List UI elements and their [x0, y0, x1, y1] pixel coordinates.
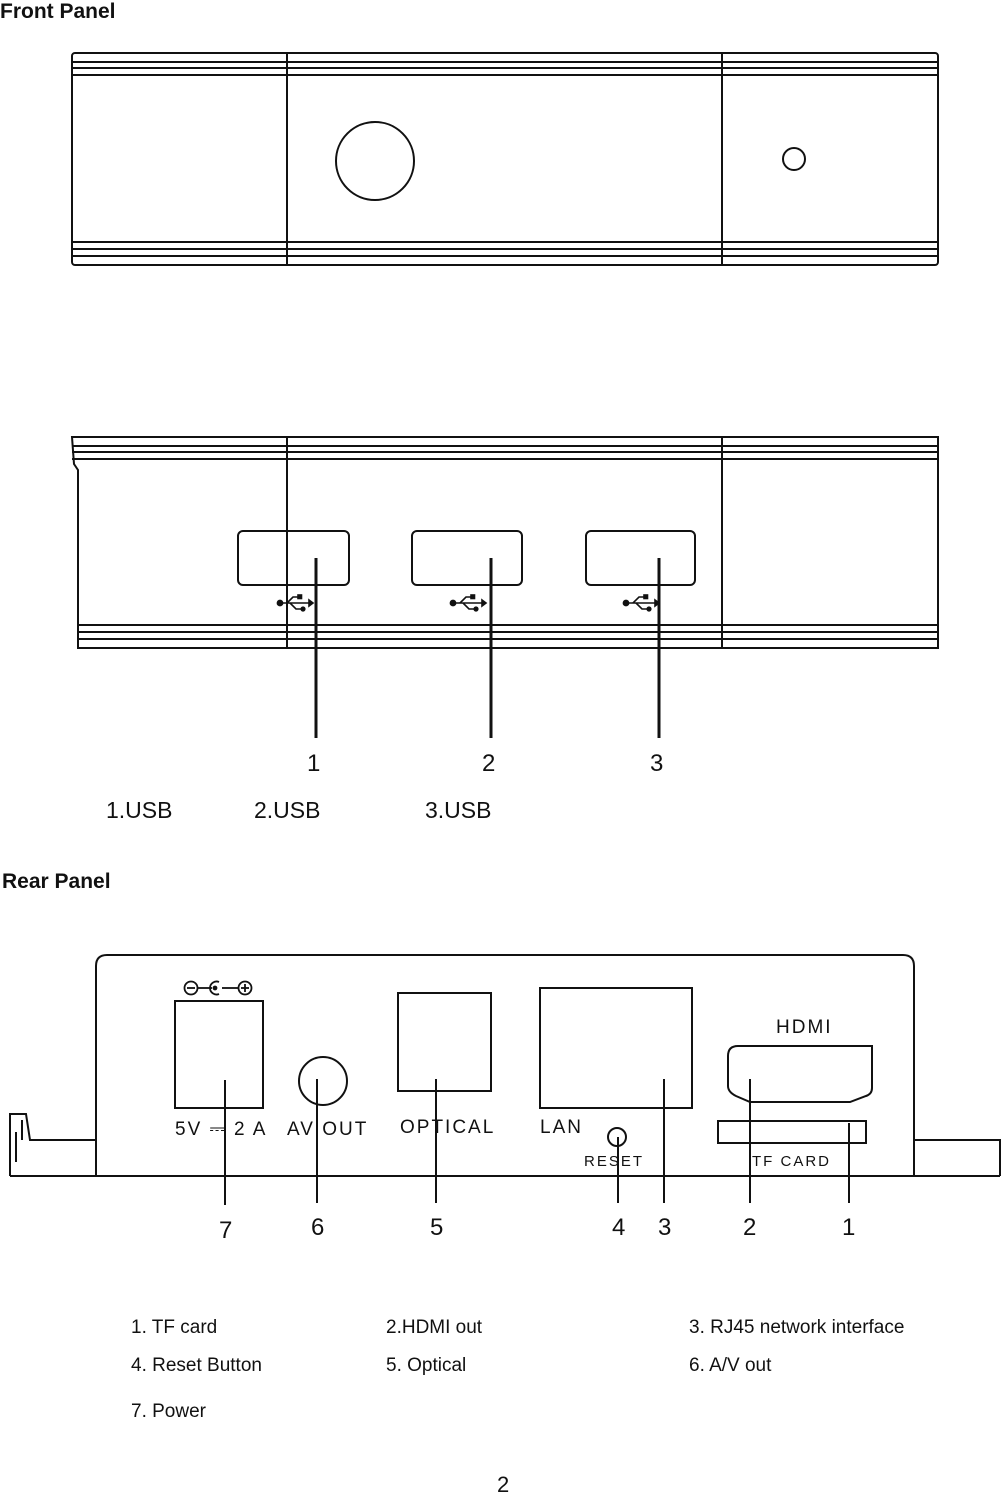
callout-number: 1: [307, 750, 321, 777]
legend-item: 4. Reset Button: [131, 1355, 262, 1376]
power-jack: [175, 1001, 263, 1108]
callout-number: 3: [650, 750, 664, 777]
legend-item: 5. Optical: [386, 1355, 467, 1376]
callout-number: 2: [743, 1214, 757, 1241]
legend-item: 1. TF card: [131, 1317, 218, 1338]
callout-number: 7: [219, 1217, 233, 1244]
optical-port: [398, 993, 491, 1091]
front-panel-usb-drawing: [0, 420, 1002, 750]
usb-port-1: [238, 531, 349, 585]
dc-polarity-icon: [185, 982, 252, 995]
reset-label: RESET: [584, 1153, 645, 1170]
power-button-circle: [336, 122, 414, 200]
front-panel-title: Front Panel: [0, 0, 116, 23]
hdmi-label: HDMI: [776, 1017, 833, 1038]
tf-card-slot: [718, 1121, 866, 1143]
optical-label: OPTICAL: [400, 1117, 496, 1138]
lan-label: LAN: [540, 1117, 583, 1138]
usb-panel-body: [72, 437, 938, 648]
front-panel-top-drawing: [0, 0, 1002, 290]
usb-icon: [450, 595, 486, 611]
usb-icon: [623, 595, 659, 611]
callout-number: 6: [311, 1214, 325, 1241]
legend-item: 7. Power: [131, 1401, 206, 1422]
callout-number: 2: [482, 750, 496, 777]
legend-item: 3.USB: [425, 797, 492, 823]
rear-panel-drawing: [0, 940, 1002, 1240]
callout-number: 3: [658, 1214, 672, 1241]
legend-item: 6. A/V out: [689, 1355, 772, 1376]
legend-item: 3. RJ45 network interface: [689, 1317, 905, 1338]
tf-card-label: TF CARD: [752, 1153, 831, 1170]
legend-item: 2.HDMI out: [386, 1317, 483, 1338]
page-number: 2: [497, 1472, 510, 1497]
callout-number: 4: [612, 1214, 626, 1241]
power-label: 5V ⎓ 2 A: [175, 1119, 268, 1140]
av-out-jack: [299, 1057, 347, 1105]
rear-panel-title: Rear Panel: [2, 870, 111, 893]
usb-icon: [277, 595, 313, 611]
usb-port-3: [586, 531, 695, 585]
callout-number: 1: [842, 1214, 856, 1241]
lan-port: [540, 988, 692, 1108]
ir-sensor-circle: [783, 148, 805, 170]
av-out-label: AV OUT: [287, 1119, 369, 1140]
legend-item: 2.USB: [254, 797, 321, 823]
callout-number: 5: [430, 1214, 444, 1241]
usb-port-2: [412, 531, 522, 585]
legend-item: 1.USB: [106, 797, 173, 823]
front-panel-body: [72, 53, 938, 265]
